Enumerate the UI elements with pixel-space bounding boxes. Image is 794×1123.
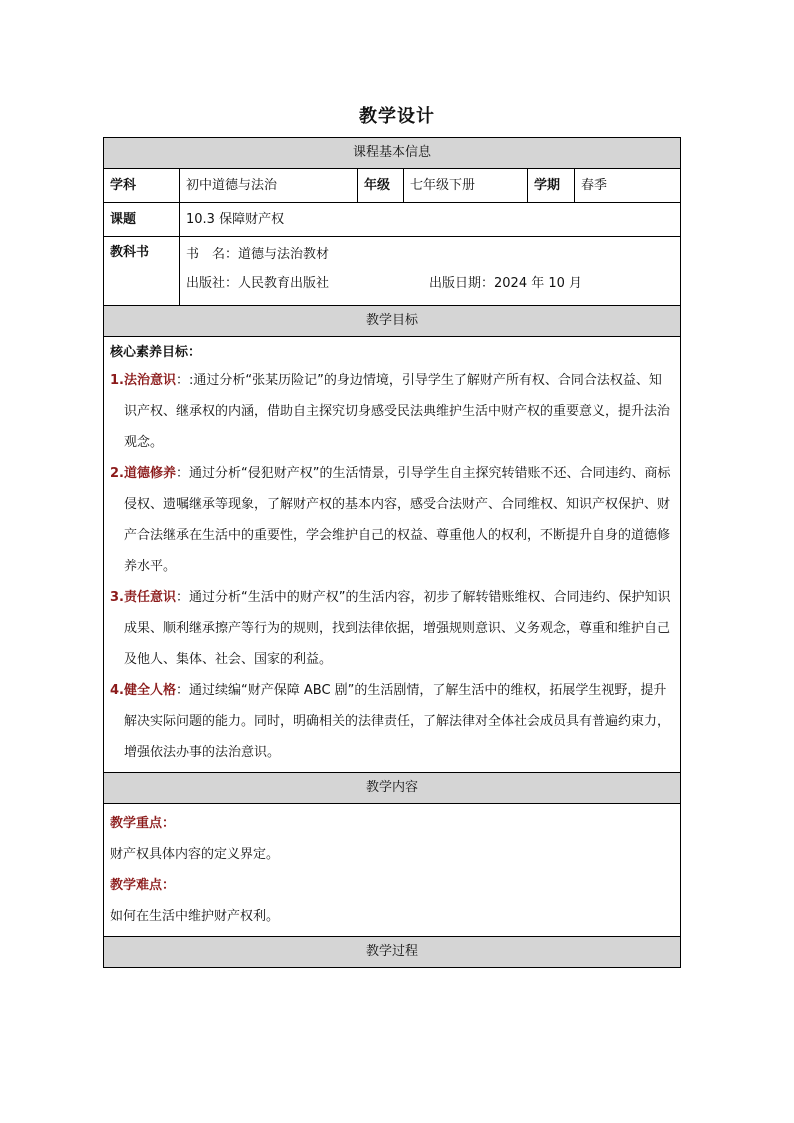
goal-item xyxy=(110,458,674,582)
publish-date: 出版日期：2024 年 10 月 xyxy=(429,276,583,291)
goals-cell xyxy=(104,337,681,773)
content-cell xyxy=(104,804,681,937)
textbook-info xyxy=(180,237,681,306)
content-header-row xyxy=(104,773,681,804)
goal-number: 3. xyxy=(110,590,124,605)
goal-item xyxy=(110,675,674,768)
goal-text: ：通过分析“生活中的财产权”的生活内容，初步了解转错账维权、合同违约、保护知识成果、顺利继承擦产等行为的规则，找到法律依据，增强规则意识、义务观念，尊重和维护自己及他人、集体、社会、国家的利益。 xyxy=(124,590,671,667)
goals-intro: 核心素养目标： xyxy=(110,345,202,360)
content-row xyxy=(104,804,681,937)
basic-info-header: 课程基本信息 xyxy=(104,138,681,169)
topic-value: 10.3 保障财产权 xyxy=(180,203,681,237)
process-header: 教学过程 xyxy=(104,937,681,968)
book-name-line xyxy=(186,243,674,272)
difficulty-label: 教学难点： xyxy=(110,878,176,893)
goal-heading: 健全人格 xyxy=(123,683,176,698)
topic-row xyxy=(104,203,681,237)
subject-label: 学科 xyxy=(104,169,180,203)
goal-text: ：通过续编“财产保障 ABC 剧”的生活剧情，了解生活中的维权，拓展学生视野，提升解决实际问题的能力。同时，明确相关的法律责任，了解法律对全体社会成员具有普遍约束力， 增强依法办事的法治意识。 xyxy=(124,683,671,760)
goal-heading: 责任意识 xyxy=(123,590,176,605)
key-point-text: 财产权具体内容的定义界定。 xyxy=(110,847,280,862)
term-value: 春季 xyxy=(575,169,681,203)
goal-item xyxy=(110,365,674,458)
goal-heading: 道德修养 xyxy=(123,466,176,481)
difficulty-text: 如何在生活中维护财产权利。 xyxy=(110,909,280,924)
subject-row xyxy=(104,169,681,203)
goals-header: 教学目标 xyxy=(104,306,681,337)
topic-label: 课题 xyxy=(104,203,180,237)
goal-heading: 法治意识 xyxy=(123,373,176,388)
goal-text: ：通过分析“侵犯财产权”的生活情景，引导学生自主探究转错账不还、合同违约、商标侵权、遗嘱继承等现象，了解财产权的基本内容，感受合法财产、合同维权、知识产权保护、财产合法继承在生活中的重要性，学会维护自己的权益、尊重他人的权利，不断提升自身的道德修养水平。 xyxy=(124,466,671,574)
lesson-plan-table xyxy=(103,137,681,968)
goal-number: 2. xyxy=(110,466,124,481)
goal-number: 4. xyxy=(110,683,124,698)
publisher-line xyxy=(186,272,674,301)
goal-text: ：:通过分析“张某历险记”的身边情境，引导学生了解财产所有权、合同合法权益、知识产权、继承权的内涵，借助自主探究切身感受民法典维护生活中财产权的重要意义，提升法治观念。 xyxy=(124,373,671,450)
key-point-label: 教学重点： xyxy=(110,816,176,831)
publisher: 出版社：人民教育出版社 xyxy=(186,276,330,291)
subject-value: 初中道德与法治 xyxy=(180,169,358,203)
term-label: 学期 xyxy=(528,169,575,203)
book-name: 书 名：道德与法治教材 xyxy=(186,247,330,262)
grade-value: 七年级下册 xyxy=(404,169,528,203)
textbook-row xyxy=(104,237,681,306)
goal-number: 1. xyxy=(110,373,124,388)
textbook-label: 教科书 xyxy=(104,237,180,306)
grade-label: 年级 xyxy=(358,169,404,203)
goal-item xyxy=(110,582,674,675)
goals-row xyxy=(104,337,681,773)
process-header-row xyxy=(104,937,681,968)
content-header: 教学内容 xyxy=(104,773,681,804)
basic-info-header-row xyxy=(104,138,681,169)
goals-header-row xyxy=(104,306,681,337)
document-title: 教学设计 xyxy=(359,106,435,127)
